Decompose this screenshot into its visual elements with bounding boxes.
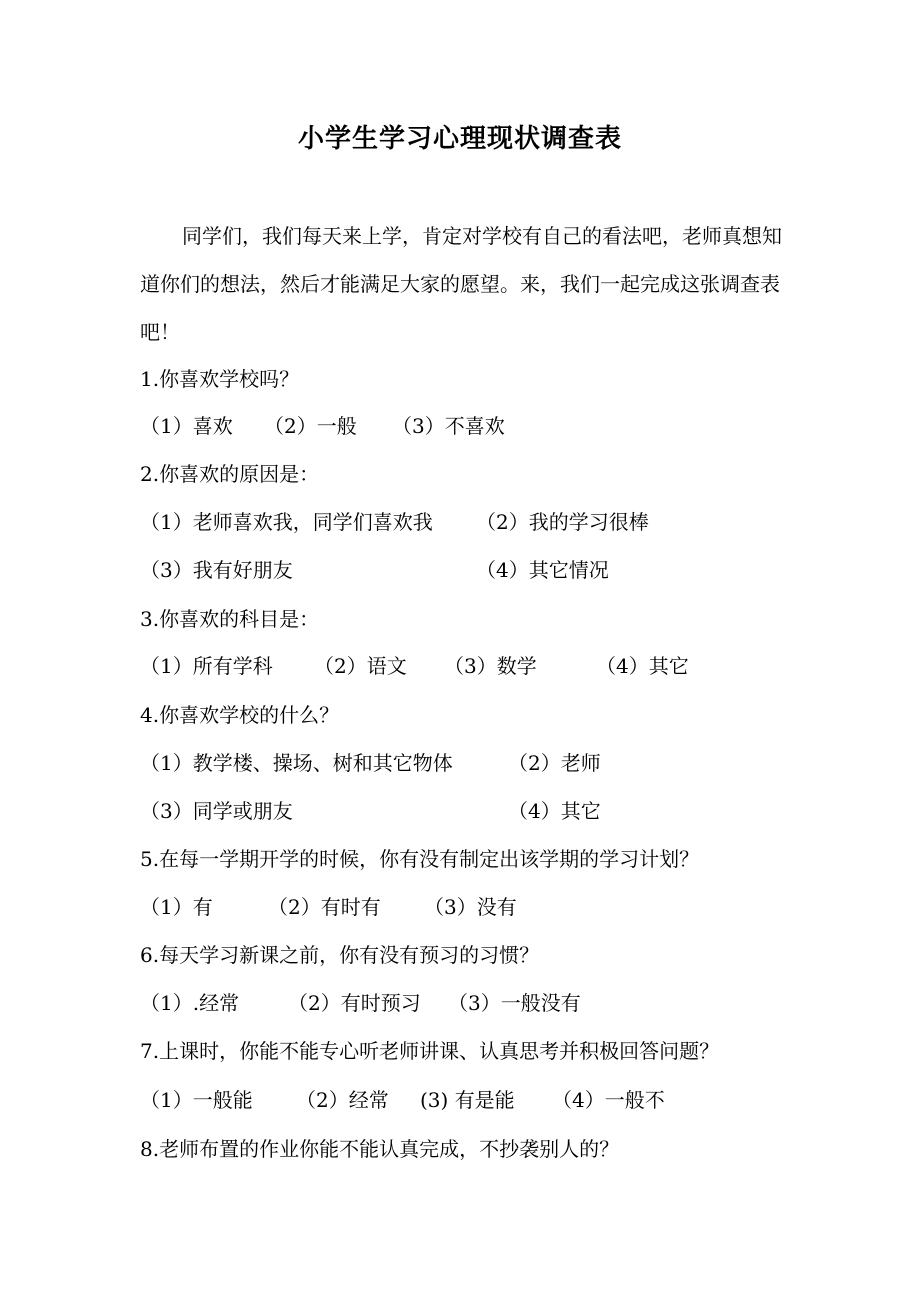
q2-option-2: （2）我的学习很棒 — [476, 510, 649, 534]
q1-option-2: （2）一般 — [264, 414, 357, 438]
question-6: 6.每天学习新课之前，你有没有预习的习惯？ — [140, 943, 540, 967]
q7-option-3: (3) 有是能 — [420, 1088, 515, 1112]
page-title: 小学生学习心理现状调查表 — [297, 124, 622, 154]
q1-option-3: （3）不喜欢 — [392, 414, 505, 438]
q5-option-2: （2）有时有 — [268, 895, 381, 919]
q7-option-4: （4）一般不 — [552, 1088, 665, 1112]
q6-option-2: （2）有时预习 — [288, 991, 421, 1015]
question-4: 4.你喜欢学校的什么？ — [140, 703, 340, 727]
q6-option-3: （3）一般没有 — [448, 991, 581, 1015]
question-5: 5.在每一学期开学的时候，你有没有制定出该学期的学习计划？ — [140, 847, 700, 871]
question-1: 1.你喜欢学校吗？ — [140, 367, 300, 391]
q5-option-3: （3）没有 — [424, 895, 517, 919]
intro-paragraph: 同学们，我们每天来上学，肯定对学校有自己的看法吧，老师真想知道你们的想法，然后才能满足大家的愿望。来，我们一起完成这张调查表吧！ — [140, 224, 782, 344]
question-7: 7.上课时，你能不能专心听老师讲课、认真思考并积极回答问题？ — [140, 1039, 720, 1063]
q3-option-1: （1）所有学科 — [140, 654, 273, 678]
q2-option-3: （3）我有好朋友 — [140, 558, 293, 582]
question-8: 8.老师布置的作业你能不能认真完成，不抄袭别人的？ — [140, 1137, 620, 1161]
q3-option-4: （4）其它 — [596, 654, 689, 678]
q6-option-1: （1）.经常 — [140, 991, 240, 1015]
question-2: 2.你喜欢的原因是： — [140, 462, 320, 486]
q7-option-2: （2）经常 — [296, 1088, 389, 1112]
q4-option-4: （4）其它 — [508, 799, 601, 823]
q2-option-4: （4）其它情况 — [476, 558, 609, 582]
q2-option-1: （1）老师喜欢我，同学们喜欢我 — [140, 510, 433, 534]
q4-option-1: （1）教学楼、操场、树和其它物体 — [140, 751, 453, 775]
q3-option-2: （2）语文 — [314, 654, 407, 678]
q3-option-3: （3）数学 — [444, 654, 537, 678]
q5-option-1: （1）有 — [140, 895, 213, 919]
q4-option-2: （2）老师 — [508, 751, 601, 775]
q1-option-1: （1）喜欢 — [140, 414, 233, 438]
q4-option-3: （3）同学或朋友 — [140, 799, 293, 823]
question-3: 3.你喜欢的科目是： — [140, 607, 320, 631]
q7-option-1: （1）一般能 — [140, 1088, 253, 1112]
